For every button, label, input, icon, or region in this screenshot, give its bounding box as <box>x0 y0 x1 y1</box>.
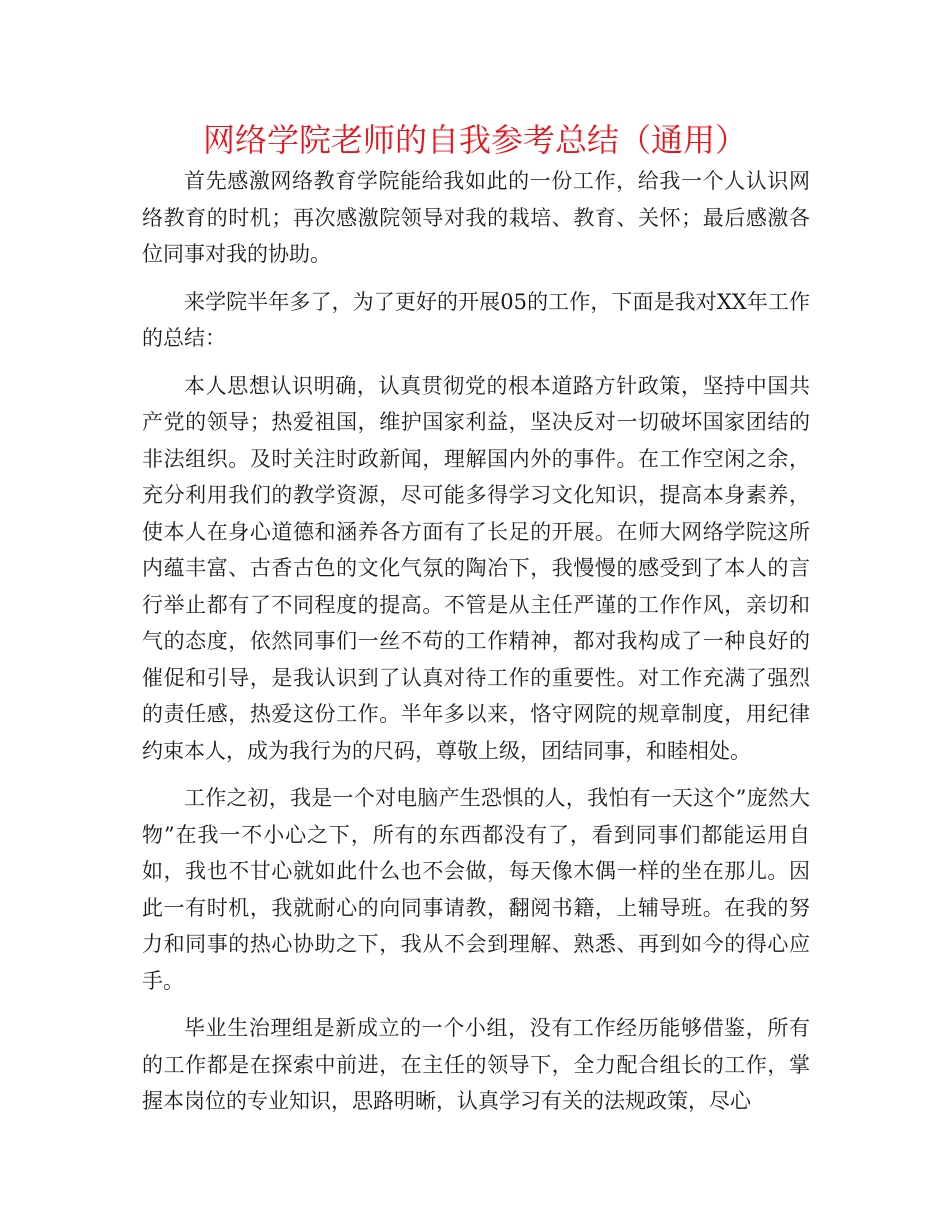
paragraph-5: 毕业生治理组是新成立的一个小组，没有工作经历能够借鉴，所有的工作都是在探索中前进，在主任的领导下，全力配合组长的工作，掌握本岗位的专业知识，思路明晰，认真学习有关的法规政策，尽心 <box>142 1016 810 1113</box>
paragraph-1: 首先感激网络教育学院能给我如此的一份工作，给我一个人认识网络教育的时机；再次感激院领导对我的栽培、教育、关怀；最后感激各位同事对我的协助。 <box>142 169 810 266</box>
document-title: 网络学院老师的自我参考总结（通用） <box>202 121 747 159</box>
document-body <box>142 163 810 1131</box>
paragraph-2: 来学院半年多了，为了更好的开展05的工作，下面是我对XX年工作的总结： <box>142 289 810 350</box>
paragraph-3: 本人思想认识明确，认真贯彻党的根本道路方针政策，坚持中国共产党的领导；热爱祖国，维护国家利益，坚决反对一切破坏国家团结的非法组织。及时关注时政新闻，理解国内外的事件。在工作空闲之余，充分利用我们的教学资源，尽可能多得学习文化知识，提高本身素养，使本人在身心道德和涵养各方面有了长足的开展。在师大网络学院这所内蕴丰富、古香古色的文化气氛的陶冶下，我慢慢的感受到了本人的言行举止都有了不同程度的提高。不管是从主任严谨的工作作风，亲切和气的态度，依然同事们一丝不苟的工作精神，都对我构成了一种良好的催促和引导，是我认识到了认真对待工作的重要性。对工作充满了强烈的责任感，热爱这份工作。半年多以来，恪守网院的规章制度，用纪律约束本人，成为我行为的尺码，尊敬上级，团结同事，和睦相处。 <box>142 373 810 763</box>
paragraph-4: 工作之初，我是一个对电脑产生恐惧的人，我怕有一天这个”庞然大物”在我一不小心之下，所有的东西都没有了，看到同事们都能运用自如，我也不甘心就如此什么也不会做，每天像木偶一样的坐在那儿。因此一有时机，我就耐心的向同事请教，翻阅书籍，上辅导班。在我的努力和同事的热心协助之下，我从不会到理解、熟悉、再到如今的得心应手。 <box>142 786 810 993</box>
